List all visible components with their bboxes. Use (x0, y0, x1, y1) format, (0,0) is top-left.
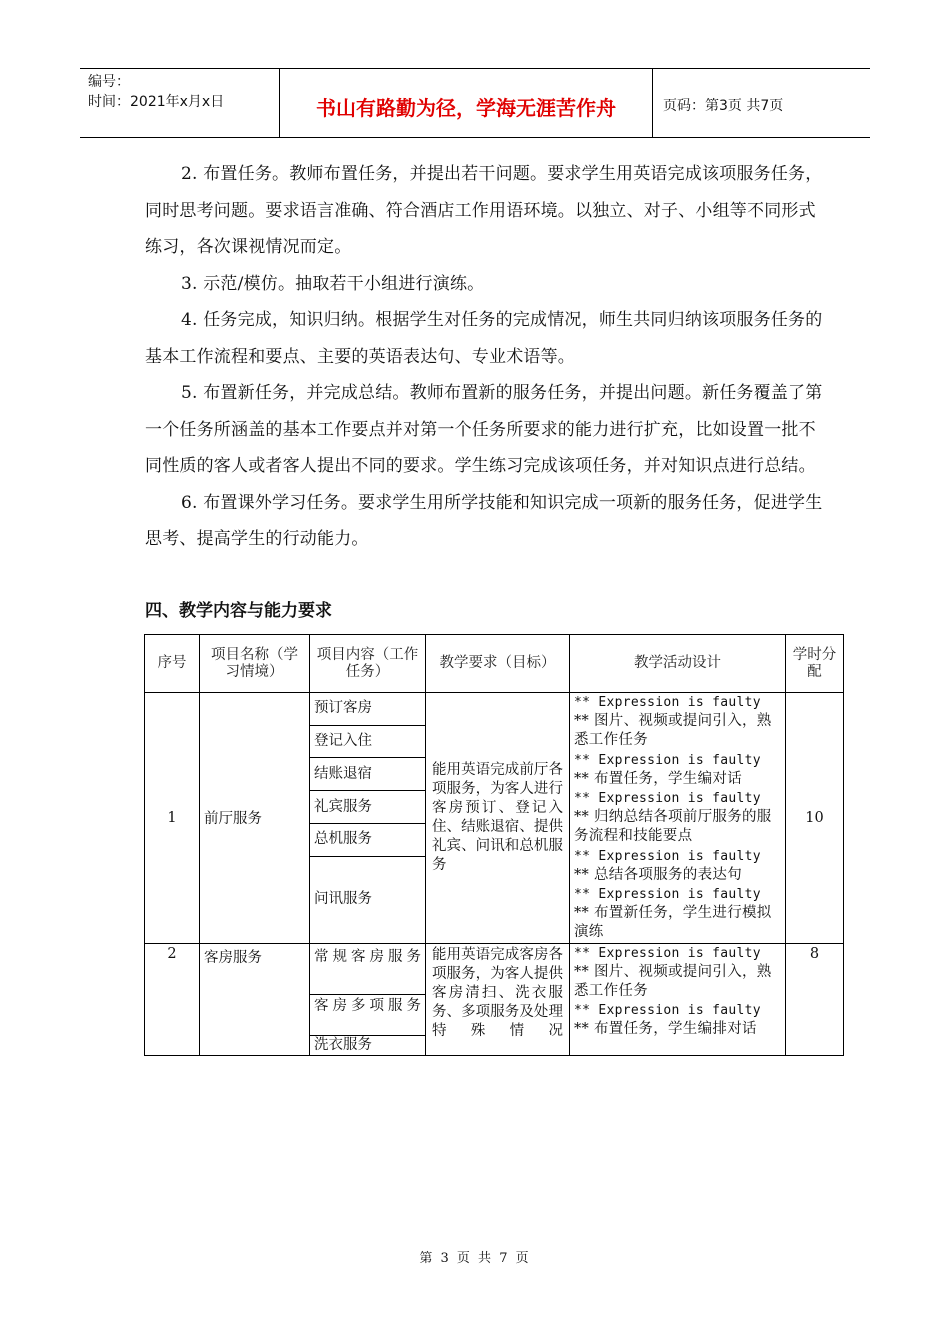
task-cell: 礼宾服务 (310, 791, 426, 824)
activity-line: ** 图片、视频或提问引入，熟悉工作任务 (574, 963, 772, 1000)
body-text (145, 156, 825, 558)
table-row (145, 943, 844, 994)
paragraph-step-4: 4. 任务完成，知识归纳。根据学生对任务的完成情况，师生共同归纳该项服务任务的基本工作流程和要点、主要的英语表达句、专业术语等。 (145, 310, 823, 367)
activity-line: ** 归纳总结各项前厅服务的服务流程和技能要点 (574, 809, 772, 845)
activity-line: ** 总结各项服务的表达句 (574, 866, 743, 883)
task-cell: 登记入住 (310, 725, 426, 758)
header-left-cell (80, 69, 280, 137)
header-content: 项目内容（工作任务） (310, 635, 426, 693)
header-activity: 教学活动设计 (570, 635, 786, 693)
task-cell: 问讯服务 (310, 856, 426, 943)
activity-line: ** Expression is faulty (574, 752, 761, 768)
activity-line: ** Expression is faulty (574, 945, 761, 961)
row-hours: 10 (786, 693, 844, 944)
row-project: 前厅服务 (200, 693, 310, 944)
row-activities (570, 943, 786, 1055)
activity-line: ** 布置任务，学生编排对话 (574, 1021, 757, 1038)
task-cell: 预订客房 (310, 693, 426, 726)
activity-line: ** Expression is faulty (574, 695, 761, 710)
task-cell: 结账退宿 (310, 758, 426, 791)
header-requirement: 教学要求（目标） (426, 635, 570, 693)
header-hours: 学时分配 (786, 635, 844, 693)
paragraph-step-5: 5. 布置新任务，并完成总结。教师布置新的服务任务，并提出问题。新任务覆盖了第一个任务所涵盖的基本工作要点并对第一个任务所要求的能力进行扩充，比如设置一批不同性质的客人或者客人提出不同的要求。学生练习完成该项任务，并对知识点进行总结。 (145, 383, 823, 476)
document-date-label: 时间：2021年x月x日 (88, 94, 225, 110)
table-header-row (145, 635, 844, 693)
activity-line: ** Expression is faulty (574, 848, 761, 864)
activity-line: ** 布置新任务，学生进行模拟演练 (574, 905, 772, 941)
document-number-label: 编号： (88, 74, 130, 90)
header-motto: 书山有路勤为径，学海无涯苦作舟 (280, 69, 653, 137)
row-no: 1 (145, 693, 200, 944)
row-activities (570, 693, 786, 944)
task-cell: 常规客房服务 (310, 943, 426, 994)
section-title: 四、教学内容与能力要求 (145, 601, 332, 621)
teaching-content-table (144, 634, 844, 1056)
header-page-label: 页码：第3页 共7页 (663, 98, 784, 114)
paragraph-step-3: 3. 示范/模仿。抽取若干小组进行演练。 (181, 273, 485, 294)
table-row (145, 693, 844, 726)
task-cell: 总机服务 (310, 823, 426, 856)
row-no: 2 (145, 943, 200, 1055)
header-no: 序号 (145, 635, 200, 693)
activity-line: ** Expression is faulty (574, 1003, 761, 1019)
row-project: 客房服务 (200, 943, 310, 1055)
activity-line: ** Expression is faulty (574, 887, 761, 903)
activity-line: ** Expression is faulty (574, 791, 761, 807)
row-requirement: 能用英语完成前厅各项服务，为客人进行客房预订、登记入住、结账退宿、提供礼宾、问讯和总机服务 (426, 693, 570, 944)
paragraph-step-2: 2. 布置任务。教师布置任务，并提出若干问题。要求学生用英语完成该项服务任务，同时思考问题。要求语言准确、符合酒店工作用语环境。以独立、对子、小组等不同形式练习，各次课视情况而定。 (145, 164, 823, 257)
header-project: 项目名称（学习情境） (200, 635, 310, 693)
page-header (80, 68, 870, 138)
activity-line: ** 图片、视频或提问引入，熟悉工作任务 (574, 713, 772, 749)
row-requirement: 能用英语完成客房各项服务，为客人提供客房清扫、洗衣服务、多项服务及处理特殊情况 (426, 943, 570, 1055)
paragraph-step-6: 6. 布置课外学习任务。要求学生用所学技能和知识完成一项新的服务任务，促进学生思考、提高学生的行动能力。 (145, 492, 823, 549)
task-cell: 洗衣服务 (310, 1035, 426, 1055)
task-cell: 客房多项服务 (310, 994, 426, 1035)
row-hours: 8 (786, 943, 844, 1055)
activity-line: ** 布置任务，学生编对话 (574, 770, 743, 787)
page-footer: 第 3 页 共 7 页 (419, 1251, 531, 1266)
